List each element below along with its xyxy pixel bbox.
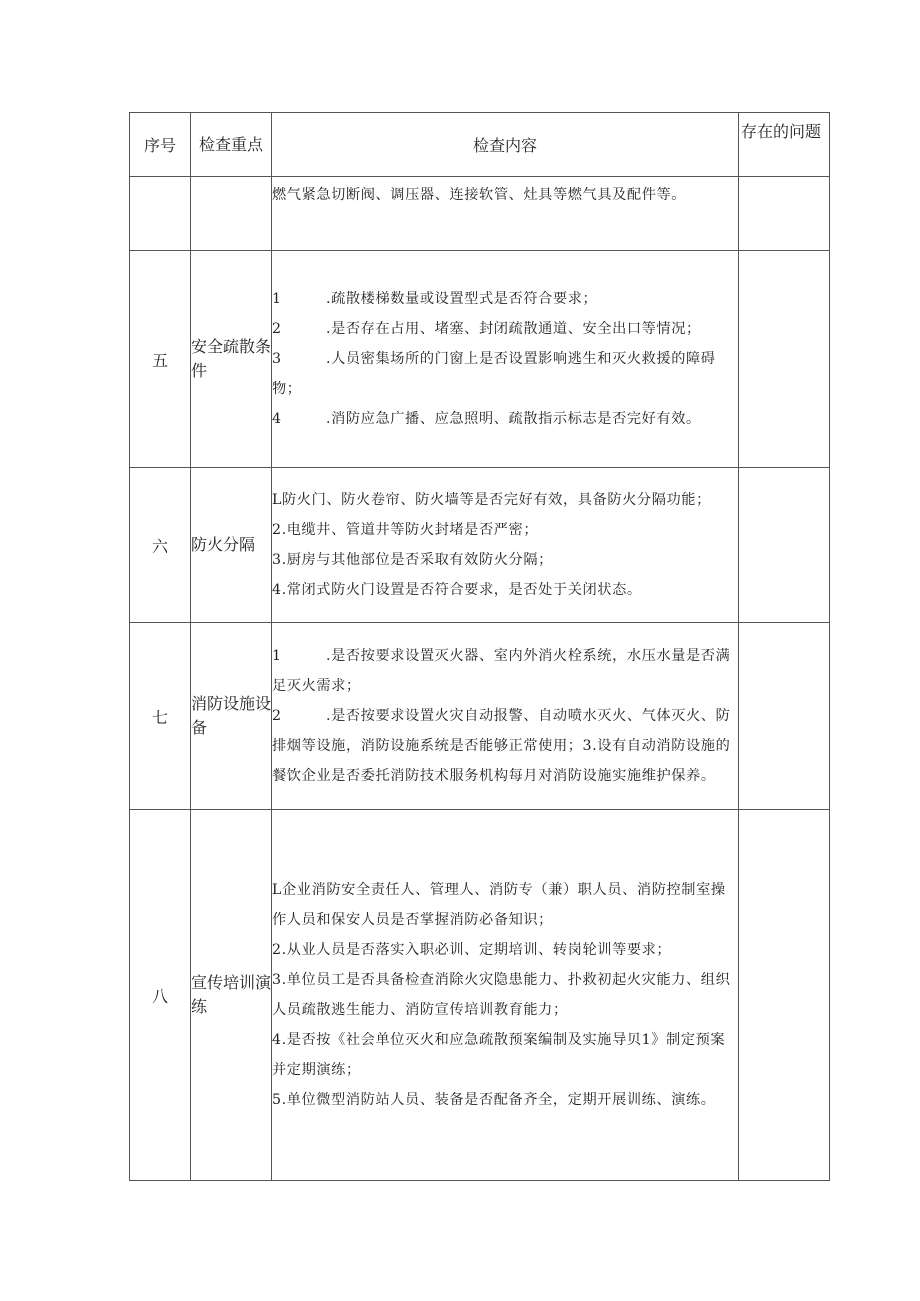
row-focus: 宣传培训演练 [191, 810, 272, 1181]
table-row [130, 251, 830, 468]
content-line: 3.单位员工是否具备检查消除火灾隐患能力、扑救初起火灾能力、组织人员疏散逃生能力、消防宣传培训教育能力； [272, 972, 731, 1018]
content-line: 4 .消防应急广播、应急照明、疏散指示标志是否完好有效。 [272, 411, 701, 427]
content-line: 5.单位微型消防站人员、装备是否配备齐全，定期开展训练、演练。 [272, 1092, 716, 1108]
row-content [272, 177, 739, 251]
content-line: 燃气紧急切断阀、调压器、连接软管、灶具等燃气具及配件等。 [272, 187, 687, 203]
row-serial-number: 五 [130, 251, 191, 468]
header-serial-number: 序号 [130, 113, 191, 177]
row-focus [191, 177, 272, 251]
content-line: 3.厨房与其他部位是否采取有效防火分隔； [272, 552, 553, 568]
row-focus: 安全疏散条件 [191, 251, 272, 468]
header-inspection-content: 检查内容 [272, 113, 739, 177]
table-row [130, 810, 830, 1181]
content-line: 3 .人员密集场所的门窗上是否设置影响逃生和灭火救援的障碍物； [272, 351, 716, 397]
row-content [272, 810, 739, 1181]
content-line: 2.从业人员是否落实入职必训、定期培训、转岗轮训等要求； [272, 942, 672, 958]
table-header-row [130, 113, 830, 177]
row-issue [739, 810, 830, 1181]
header-inspection-focus: 检查重点 [191, 113, 272, 177]
content-line: 2 .是否按要求设置火灾自动报警、自动喷水灭火、气体灭火、防排烟等设施，消防设施系统是否能够正常使用；3.设有自动消防设施的餐饮企业是否委托消防技术服务机构每月对消防设施实施维护保养。 [272, 708, 731, 784]
row-issue [739, 468, 830, 623]
row-content [272, 251, 739, 468]
row-serial-number: 六 [130, 468, 191, 623]
header-existing-issues: 存在的问题 [739, 113, 830, 177]
row-content [272, 468, 739, 623]
content-line: 2 .是否存在占用、堵塞、封闭疏散通道、安全出口等情况； [272, 321, 701, 337]
row-focus: 防火分隔 [191, 468, 272, 623]
row-content [272, 623, 739, 810]
row-issue [739, 177, 830, 251]
content-line: L防火门、防火卷帘、防火墙等是否完好有效，具备防火分隔功能； [272, 492, 711, 508]
row-serial-number [130, 177, 191, 251]
row-serial-number: 八 [130, 810, 191, 1181]
content-line: L企业消防安全责任人、管理人、消防专（兼）职人员、消防控制室操作人员和保安人员是否掌握消防必备知识； [272, 882, 726, 928]
row-focus: 消防设施设备 [191, 623, 272, 810]
table-row [130, 177, 830, 251]
table-row [130, 468, 830, 623]
row-serial-number: 七 [130, 623, 191, 810]
content-line: 1 .是否按要求设置灭火器、室内外消火栓系统，水压水量是否满足灭火需求； [272, 648, 731, 694]
inspection-table [129, 112, 830, 1181]
row-issue [739, 251, 830, 468]
content-line: 4.常闭式防火门设置是否符合要求，是否处于关闭状态。 [272, 582, 642, 598]
content-line: 1 .疏散楼梯数量或设置型式是否符合要求； [272, 291, 598, 307]
content-line: 2.电缆井、管道井等防火封堵是否严密； [272, 522, 539, 538]
row-issue [739, 623, 830, 810]
content-line: 4.是否按《社会单位灭火和应急疏散预案编制及实施导贝1》制定预案并定期演练； [272, 1032, 726, 1078]
table-row [130, 623, 830, 810]
